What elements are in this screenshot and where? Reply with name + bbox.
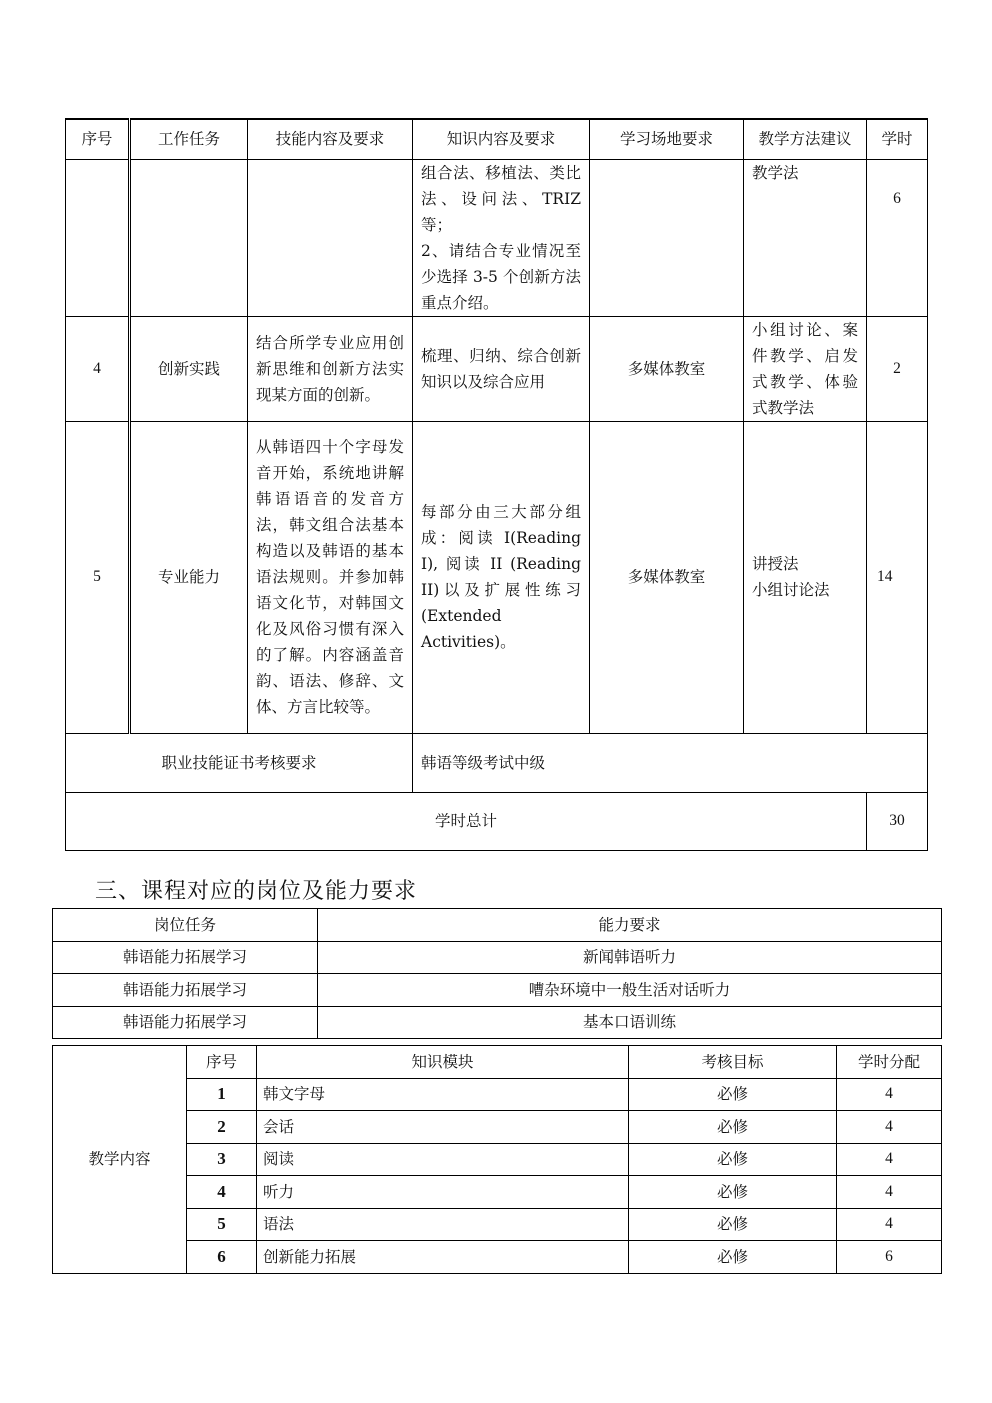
course-task-table [65, 118, 928, 851]
row5-venue: 多媒体教室 [590, 421, 744, 733]
table-row-4 [66, 316, 928, 421]
table-row [53, 1078, 942, 1111]
total-row [66, 792, 928, 850]
row5-method: 讲授法 小组讨论法 [744, 421, 867, 733]
teaching-content-table [52, 1045, 942, 1274]
row5-hours: 14 [867, 421, 928, 733]
table-header-row [53, 909, 942, 942]
module-name: 阅读 [257, 1143, 629, 1176]
total-label: 学时总计 [66, 792, 867, 850]
module-no: 4 [187, 1176, 257, 1209]
job-task: 韩语能力拓展学习 [53, 1006, 318, 1039]
cert-row [66, 733, 928, 792]
ability-req: 基本口语训练 [318, 1006, 942, 1039]
table-row-5 [66, 421, 928, 733]
module-name: 创新能力拓展 [257, 1241, 629, 1274]
cont-hours: 6 [867, 159, 928, 316]
total-value: 30 [867, 792, 928, 850]
table-row [53, 1176, 942, 1209]
module-name: 语法 [257, 1208, 629, 1241]
header-no: 序号 [66, 119, 130, 159]
header-target: 考核目标 [629, 1046, 837, 1079]
row5-no: 5 [66, 421, 130, 733]
header-task: 工作任务 [130, 119, 248, 159]
module-no: 5 [187, 1208, 257, 1241]
row5-task: 专业能力 [130, 421, 248, 733]
module-target: 必修 [629, 1111, 837, 1144]
cont-knowledge: 组合法、移植法、类比法、设问法、TRIZ 等； 2、请结合专业情况至少选择 3-5 个创新方法重点介绍。 [413, 159, 590, 316]
header-ability: 能力要求 [318, 909, 942, 942]
module-name: 韩文字母 [257, 1078, 629, 1111]
module-hours: 4 [837, 1111, 942, 1144]
module-target: 必修 [629, 1208, 837, 1241]
header-skill: 技能内容及要求 [248, 119, 413, 159]
module-name: 会话 [257, 1111, 629, 1144]
table-header-row [66, 119, 928, 159]
module-target: 必修 [629, 1176, 837, 1209]
module-hours: 6 [837, 1241, 942, 1274]
header-job-task: 岗位任务 [53, 909, 318, 942]
module-target: 必修 [629, 1143, 837, 1176]
header-hours: 学时分配 [837, 1046, 942, 1079]
header-module: 知识模块 [257, 1046, 629, 1079]
module-no: 6 [187, 1241, 257, 1274]
row4-method: 小组讨论、案件教学、启发式教学、体验式教学法 [744, 316, 867, 421]
module-no: 1 [187, 1078, 257, 1111]
row4-knowledge: 梳理、归纳、综合创新知识以及综合应用 [413, 316, 590, 421]
side-label: 教学内容 [53, 1046, 187, 1274]
module-no: 2 [187, 1111, 257, 1144]
row4-skill: 结合所学专业应用创新思维和创新方法实现某方面的创新。 [248, 316, 413, 421]
row4-task: 创新实践 [130, 316, 248, 421]
cont-method: 教学法 [744, 159, 867, 316]
module-name: 听力 [257, 1176, 629, 1209]
module-target: 必修 [629, 1078, 837, 1111]
header-method: 教学方法建议 [744, 119, 867, 159]
table-row [53, 1111, 942, 1144]
cert-value: 韩语等级考试中级 [413, 733, 928, 792]
row5-skill: 从韩语四十个字母发音开始，系统地讲解韩语语音的发音方法，韩文组合法基本构造以及韩语的基本语法规则。并参加韩语文化节，对韩国文化及风俗习惯有深入的了解。内容涵盖音韵、语法、修辞、文体、方言比较等。 [248, 421, 413, 733]
ability-req: 新闻韩语听力 [318, 941, 942, 974]
header-no: 序号 [187, 1046, 257, 1079]
table-row-continued [66, 159, 928, 316]
table-row [53, 1208, 942, 1241]
module-no: 3 [187, 1143, 257, 1176]
header-knowledge: 知识内容及要求 [413, 119, 590, 159]
ability-req: 嘈杂环境中一般生活对话听力 [318, 974, 942, 1007]
module-hours: 4 [837, 1176, 942, 1209]
row5-knowledge: 每部分由三大部分组成：阅读 I(Reading I), 阅读 II (Reading II)以及扩展性练习(Extended Activities)。 [413, 421, 590, 733]
table-header-row [53, 1046, 942, 1079]
cert-label: 职业技能证书考核要求 [66, 733, 413, 792]
job-task: 韩语能力拓展学习 [53, 974, 318, 1007]
job-task: 韩语能力拓展学习 [53, 941, 318, 974]
module-hours: 4 [837, 1208, 942, 1241]
module-target: 必修 [629, 1241, 837, 1274]
section-heading: 三、课程对应的岗位及能力要求 [95, 879, 418, 904]
row4-hours: 2 [867, 316, 928, 421]
table-row [53, 941, 942, 974]
table-row [53, 1143, 942, 1176]
table-row [53, 1006, 942, 1039]
header-venue: 学习场地要求 [590, 119, 744, 159]
table-row [53, 974, 942, 1007]
header-hours: 学时 [867, 119, 928, 159]
module-hours: 4 [837, 1078, 942, 1111]
row4-no: 4 [66, 316, 130, 421]
table-row [53, 1241, 942, 1274]
module-hours: 4 [837, 1143, 942, 1176]
row4-venue: 多媒体教室 [590, 316, 744, 421]
job-ability-table [52, 908, 942, 1039]
